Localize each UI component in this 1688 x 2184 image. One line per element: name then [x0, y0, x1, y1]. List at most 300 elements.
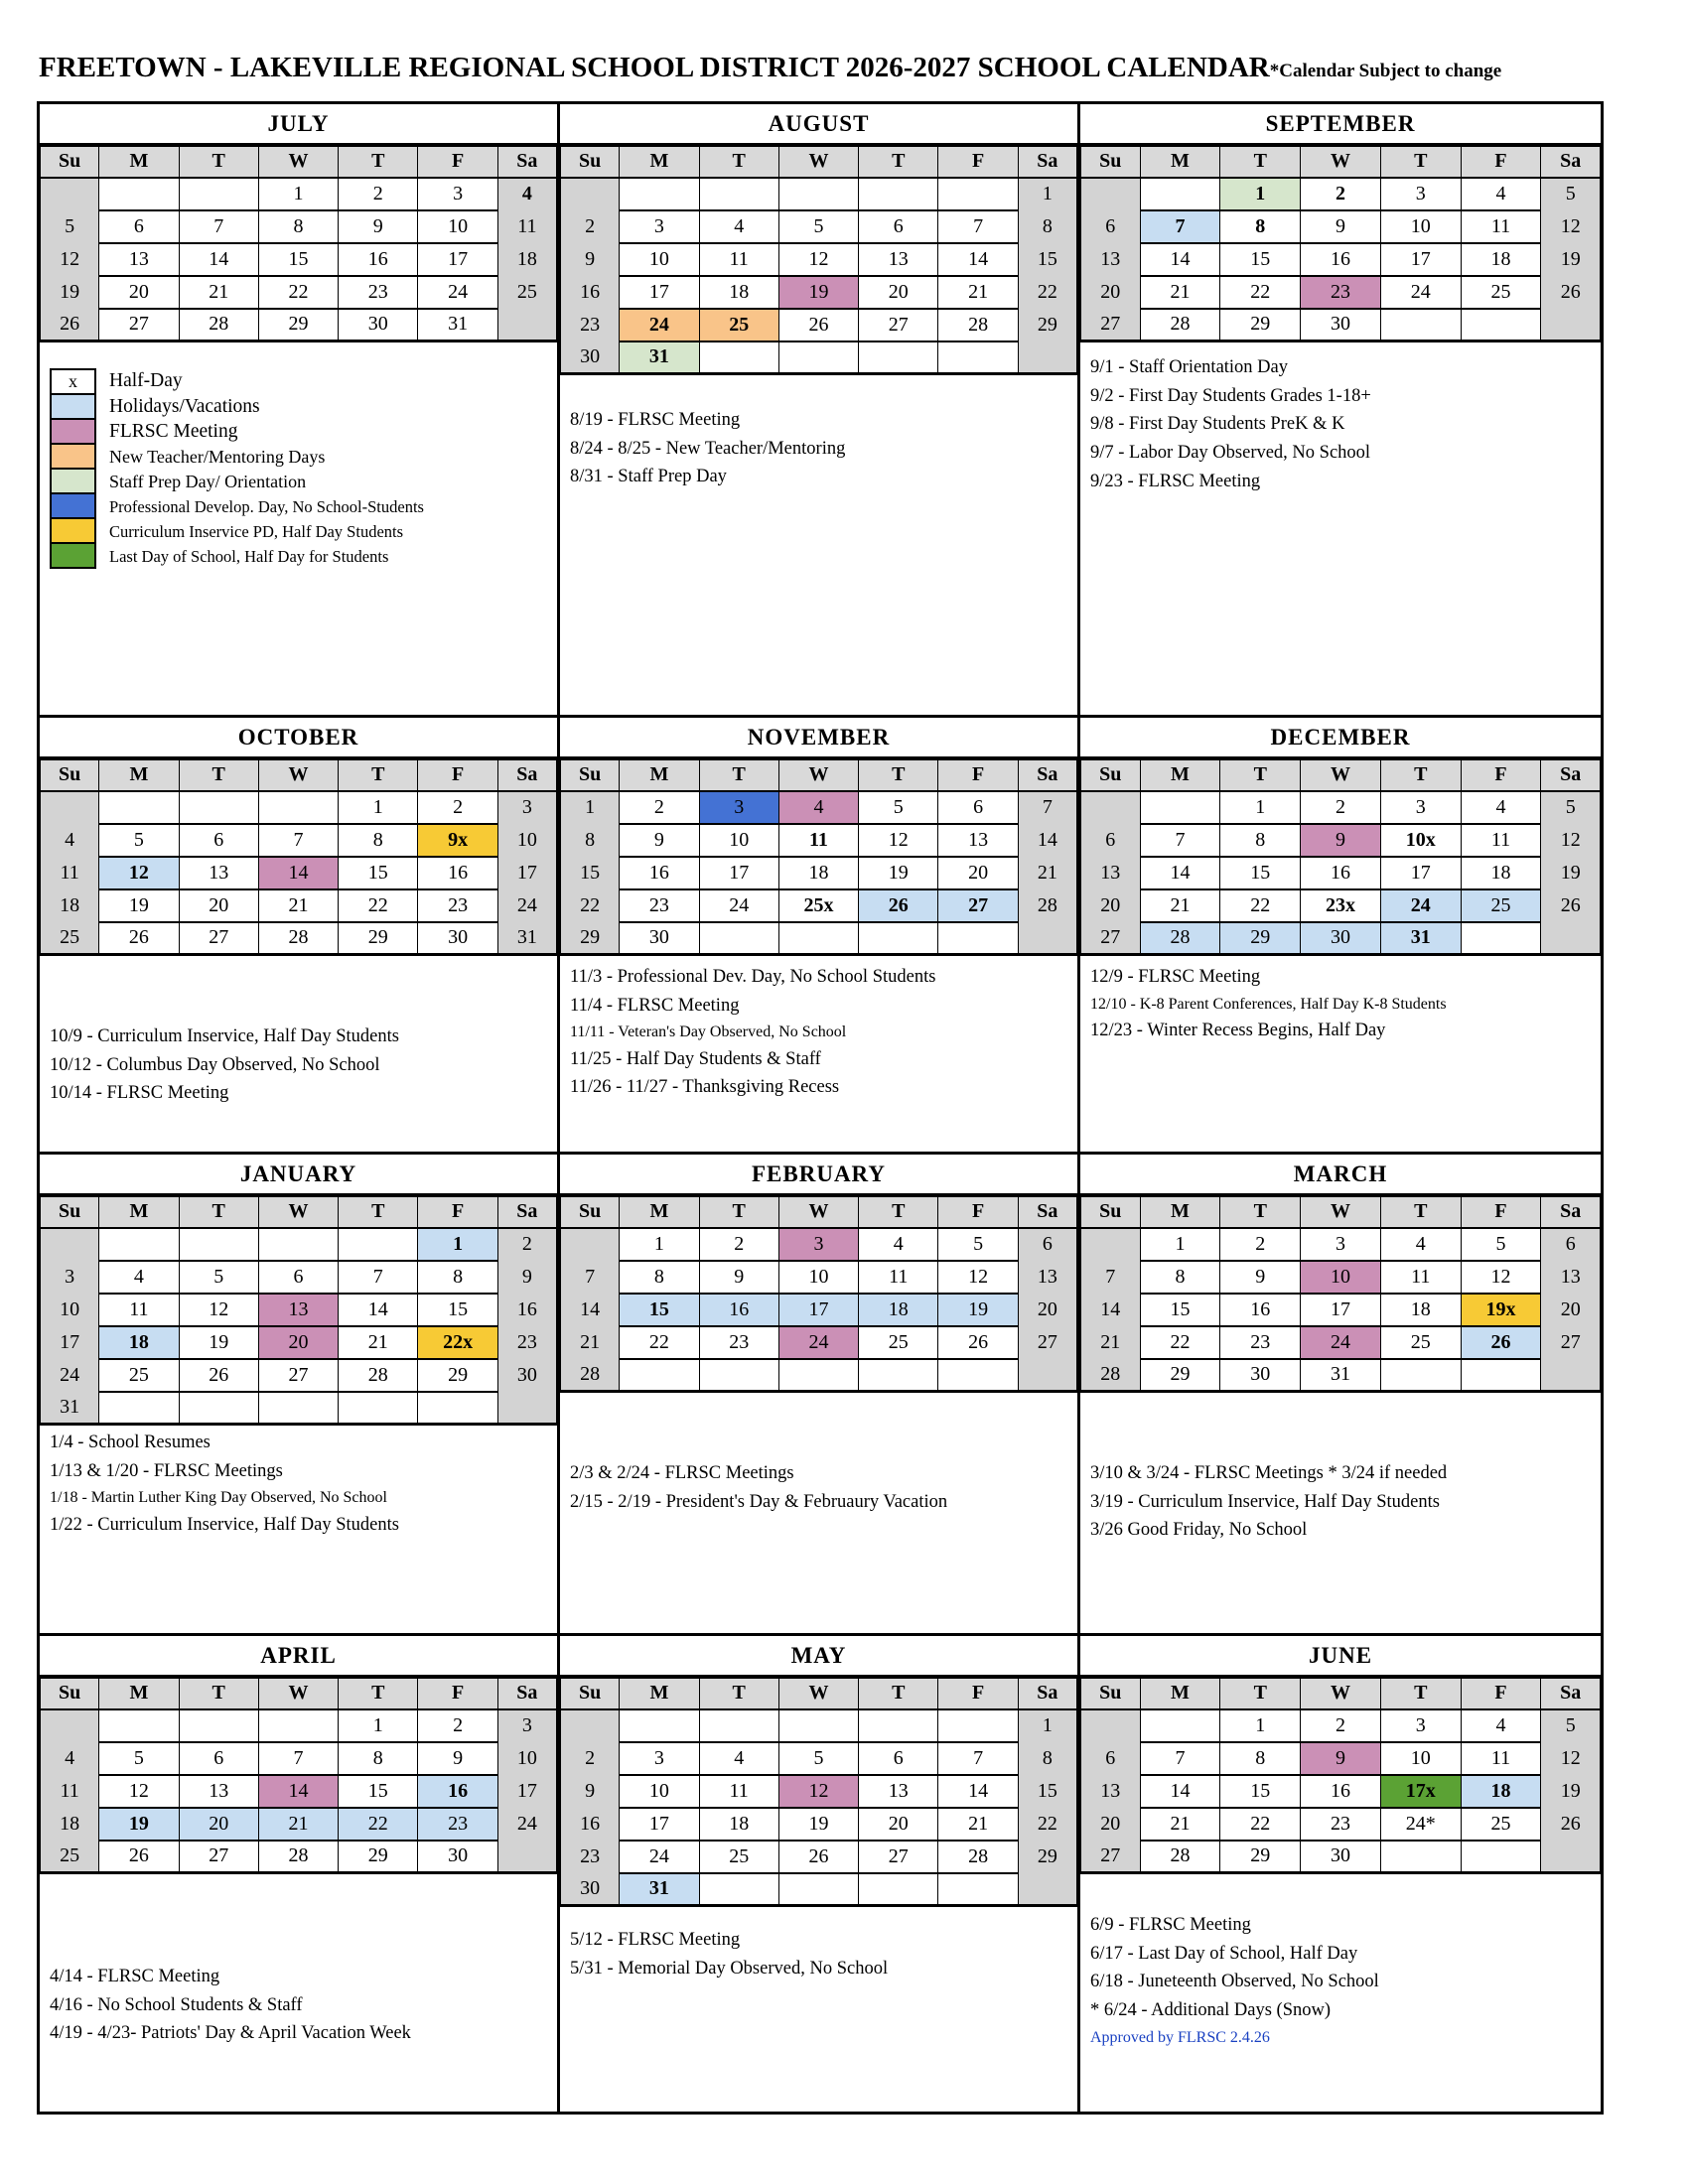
- day-cell: 6: [1081, 824, 1141, 857]
- month-title: MARCH: [1080, 1155, 1601, 1196]
- day-cell: [699, 1359, 778, 1392]
- day-cell: 5: [1541, 178, 1601, 210]
- day-cell: 28: [1140, 922, 1220, 955]
- day-cell: 24: [41, 1359, 99, 1392]
- day-cell: 11: [1461, 824, 1541, 857]
- day-cell: 21: [1140, 1808, 1220, 1841]
- day-cell: 26: [1541, 889, 1601, 922]
- weekday-header: T: [1220, 760, 1301, 791]
- weekday-header: W: [258, 1679, 338, 1709]
- day-cell: 27: [99, 309, 179, 341]
- weekday-header: Sa: [1541, 760, 1601, 791]
- notes-september: [1080, 342, 1601, 715]
- legend-swatch-curriculum: [50, 517, 96, 544]
- day-cell: 16: [1301, 243, 1381, 276]
- weekday-header: Sa: [1018, 1679, 1076, 1709]
- day-cell: 2: [561, 1742, 620, 1775]
- day-cell: 24: [497, 1808, 556, 1841]
- day-cell: [1461, 1359, 1541, 1392]
- day-cell: [620, 178, 699, 210]
- legend-item: [50, 519, 551, 544]
- day-cell: 15: [620, 1294, 699, 1326]
- day-cell: 24: [497, 889, 556, 922]
- day-cell: 22: [1018, 276, 1076, 309]
- day-cell: [179, 1392, 258, 1425]
- day-cell: 19: [778, 1808, 858, 1841]
- day-cell: [258, 791, 338, 824]
- note-line: 11/4 - FLRSC Meeting: [570, 995, 740, 1016]
- day-cell: 7: [1140, 210, 1220, 243]
- weekday-header: Sa: [497, 760, 556, 791]
- day-cell: 1: [339, 1709, 418, 1742]
- day-cell: [1081, 1709, 1141, 1742]
- legend-label: Professional Develop. Day, No School-Students: [109, 496, 424, 516]
- day-cell: 25: [99, 1359, 179, 1392]
- day-cell: 2: [1220, 1228, 1301, 1261]
- day-cell: 10: [497, 1742, 556, 1775]
- day-cell: 12: [1541, 1742, 1601, 1775]
- weekday-header: T: [179, 760, 258, 791]
- day-cell: [699, 1873, 778, 1906]
- day-cell: 17: [41, 1326, 99, 1359]
- day-cell: [497, 309, 556, 341]
- quarter-row-1: [40, 104, 1601, 715]
- weekday-header: Su: [561, 1197, 620, 1228]
- day-cell: 5: [778, 210, 858, 243]
- day-cell: 27: [859, 1841, 938, 1873]
- day-cell: 31: [1301, 1359, 1381, 1392]
- day-cell: 29: [1018, 1841, 1076, 1873]
- day-cell: 17x: [1380, 1775, 1461, 1808]
- day-cell: 26: [938, 1326, 1018, 1359]
- day-cell: 24: [620, 1841, 699, 1873]
- day-cell: 16: [497, 1294, 556, 1326]
- day-cell: 10: [1301, 1261, 1381, 1294]
- month-title: JANUARY: [40, 1155, 557, 1196]
- weekday-header: M: [620, 147, 699, 178]
- month-december: [1080, 718, 1601, 1152]
- weekday-header: F: [1461, 760, 1541, 791]
- day-cell: 27: [938, 889, 1018, 922]
- day-cell: 5: [99, 824, 179, 857]
- day-cell: 13: [1541, 1261, 1601, 1294]
- note-line: Approved by FLRSC 2.4.26: [1090, 2028, 1270, 2046]
- note-line: 6/17 - Last Day of School, Half Day: [1090, 1943, 1358, 1964]
- day-cell: 11: [41, 857, 99, 889]
- day-cell: 15: [339, 857, 418, 889]
- weekday-header: T: [859, 1679, 938, 1709]
- day-cell: 1: [1220, 1709, 1301, 1742]
- day-cell: 16: [561, 276, 620, 309]
- note-line: 9/23 - FLRSC Meeting: [1090, 471, 1261, 491]
- day-cell: 13: [1081, 857, 1141, 889]
- day-cell: [620, 1709, 699, 1742]
- day-cell: [179, 178, 258, 210]
- day-cell: 13: [258, 1294, 338, 1326]
- day-cell: 30: [1301, 922, 1381, 955]
- day-cell: 1: [1140, 1228, 1220, 1261]
- day-cell: [1081, 1228, 1141, 1261]
- day-cell: 26: [99, 922, 179, 955]
- day-cell: [99, 178, 179, 210]
- day-cell: [938, 178, 1018, 210]
- weekday-header: Su: [41, 760, 99, 791]
- day-cell: 20: [859, 1808, 938, 1841]
- day-cell: 19: [99, 1808, 179, 1841]
- day-cell: 25: [1461, 1808, 1541, 1841]
- note-line: 10/12 - Columbus Day Observed, No School: [50, 1054, 380, 1075]
- note-line: 1/13 & 1/20 - FLRSC Meetings: [50, 1460, 283, 1481]
- day-cell: 25: [699, 1841, 778, 1873]
- note-line: 12/9 - FLRSC Meeting: [1090, 967, 1261, 987]
- day-cell: 9: [561, 1775, 620, 1808]
- day-cell: 22: [339, 1808, 418, 1841]
- day-cell: 9: [699, 1261, 778, 1294]
- day-cell: 30: [1301, 309, 1381, 341]
- day-cell: 1: [339, 791, 418, 824]
- day-cell: 28: [1140, 1841, 1220, 1873]
- weekday-header: F: [938, 760, 1018, 791]
- note-line: 5/31 - Memorial Day Observed, No School: [570, 1958, 889, 1979]
- day-cell: 11: [41, 1775, 99, 1808]
- day-cell: 4: [41, 1742, 99, 1775]
- weekday-header: T: [179, 1679, 258, 1709]
- day-cell: 8: [1018, 1742, 1076, 1775]
- day-cell: 4: [1461, 791, 1541, 824]
- day-cell: 1: [620, 1228, 699, 1261]
- district-title: FREETOWN - LAKEVILLE REGIONAL SCHOOL DISTRICT 2026-2027 SCHOOL CALENDAR: [39, 52, 1270, 83]
- day-cell: 28: [1018, 889, 1076, 922]
- day-cell: 29: [561, 922, 620, 955]
- note-line: 3/19 - Curriculum Inservice, Half Day Students: [1090, 1491, 1440, 1512]
- day-cell: 29: [1140, 1359, 1220, 1392]
- day-cell: [41, 1228, 99, 1261]
- weekday-header: Sa: [1541, 1197, 1601, 1228]
- day-cell: 29: [339, 1841, 418, 1873]
- day-cell: 2: [418, 1709, 497, 1742]
- day-cell: 10: [418, 210, 497, 243]
- day-cell: 3: [778, 1228, 858, 1261]
- day-cell: 11: [699, 1775, 778, 1808]
- note-line: 6/9 - FLRSC Meeting: [1090, 1915, 1251, 1935]
- day-cell: 21: [339, 1326, 418, 1359]
- day-cell: 25: [41, 922, 99, 955]
- day-cell: [938, 1709, 1018, 1742]
- day-cell: 3: [497, 791, 556, 824]
- day-cell: 4: [699, 1742, 778, 1775]
- day-cell: 29: [418, 1359, 497, 1392]
- day-cell: 23: [1220, 1326, 1301, 1359]
- day-cell: 15: [1140, 1294, 1220, 1326]
- day-cell: 15: [418, 1294, 497, 1326]
- day-cell: 20: [938, 857, 1018, 889]
- weekday-header: M: [1140, 147, 1220, 178]
- day-cell: 7: [1140, 824, 1220, 857]
- weekday-header: T: [859, 760, 938, 791]
- day-cell: 6: [179, 1742, 258, 1775]
- weekday-header: T: [1380, 760, 1461, 791]
- month-title: JUNE: [1080, 1636, 1601, 1678]
- day-cell: 6: [179, 824, 258, 857]
- day-cell: [1380, 1841, 1461, 1873]
- day-cell: 19: [778, 276, 858, 309]
- day-cell: 24: [699, 889, 778, 922]
- day-cell: 29: [1220, 1841, 1301, 1873]
- note-line: * 6/24 - Additional Days (Snow): [1090, 2000, 1332, 2021]
- note-line: 4/19 - 4/23- Patriots' Day & April Vacation Week: [50, 2023, 411, 2044]
- day-cell: 17: [1380, 243, 1461, 276]
- day-cell: 4: [41, 824, 99, 857]
- day-cell: 22: [1220, 1808, 1301, 1841]
- day-cell: 24: [778, 1326, 858, 1359]
- day-cell: 27: [859, 309, 938, 341]
- day-cell: 13: [99, 243, 179, 276]
- day-cell: [1140, 178, 1220, 210]
- day-cell: 14: [1140, 857, 1220, 889]
- weekday-header: T: [699, 760, 778, 791]
- day-cell: 4: [699, 210, 778, 243]
- weekday-header: T: [339, 760, 418, 791]
- notes-january: [40, 1426, 557, 1633]
- notes-december: [1080, 956, 1601, 1152]
- note-line: 1/22 - Curriculum Inservice, Half Day Students: [50, 1514, 399, 1535]
- weekday-header: M: [620, 1197, 699, 1228]
- day-cell: [41, 178, 99, 210]
- day-cell: 1: [1018, 178, 1076, 210]
- day-cell: [179, 1228, 258, 1261]
- legend-swatch-staff_prep: [50, 468, 96, 494]
- weekday-header: W: [1301, 147, 1381, 178]
- day-cell: 6: [1541, 1228, 1601, 1261]
- weekday-header: Su: [41, 1679, 99, 1709]
- day-cell: 3: [620, 210, 699, 243]
- note-line: 2/15 - 2/19 - President's Day & Februaury Vacation: [570, 1491, 948, 1512]
- day-cell: 15: [1220, 1775, 1301, 1808]
- day-cell: 2: [418, 791, 497, 824]
- weekday-header: W: [258, 1197, 338, 1228]
- day-cell: 18: [1461, 1775, 1541, 1808]
- day-cell: 30: [561, 341, 620, 374]
- day-cell: 20: [179, 889, 258, 922]
- day-cell: 11: [497, 210, 556, 243]
- note-line: 11/11 - Veteran's Day Observed, No School: [570, 1024, 847, 1041]
- day-cell: 12: [99, 1775, 179, 1808]
- weekday-header: F: [1461, 1679, 1541, 1709]
- day-cell: 13: [938, 824, 1018, 857]
- day-cell: 7: [258, 1742, 338, 1775]
- note-line: 9/1 - Staff Orientation Day: [1090, 357, 1289, 377]
- day-cell: 10: [778, 1261, 858, 1294]
- note-line: 1/18 - Martin Luther King Day Observed, No School: [50, 1489, 387, 1507]
- day-cell: [1081, 791, 1141, 824]
- day-cell: 8: [339, 824, 418, 857]
- day-cell: [778, 1359, 858, 1392]
- day-cell: 2: [1301, 1709, 1381, 1742]
- day-cell: 27: [1081, 309, 1141, 341]
- note-line: 5/12 - FLRSC Meeting: [570, 1930, 741, 1950]
- day-cell: [778, 178, 858, 210]
- weekday-header: F: [418, 1679, 497, 1709]
- day-cell: 17: [620, 1808, 699, 1841]
- weekday-header: M: [1140, 760, 1220, 791]
- note-line: 12/10 - K-8 Parent Conferences, Half Day K-8 Students: [1090, 995, 1447, 1013]
- day-cell: 27: [1081, 1841, 1141, 1873]
- day-cell: [258, 1392, 338, 1425]
- note-line: 2/3 & 2/24 - FLRSC Meetings: [570, 1463, 794, 1483]
- day-cell: [339, 1392, 418, 1425]
- month-title: JULY: [40, 104, 557, 146]
- day-cell: 25: [1461, 889, 1541, 922]
- day-cell: 6: [258, 1261, 338, 1294]
- day-cell: 9: [1301, 210, 1381, 243]
- legend-swatch-last_day: [50, 542, 96, 569]
- month-title: DECEMBER: [1080, 718, 1601, 759]
- day-cell: [1461, 309, 1541, 341]
- day-cell: 23: [620, 889, 699, 922]
- weekday-header: Sa: [497, 1679, 556, 1709]
- day-cell: 26: [179, 1359, 258, 1392]
- weekday-header: T: [339, 147, 418, 178]
- legend-item: [50, 420, 551, 445]
- month-may: [560, 1636, 1080, 2112]
- day-cell: [778, 341, 858, 374]
- weekday-header: T: [699, 1197, 778, 1228]
- day-cell: 25: [1380, 1326, 1461, 1359]
- day-cell: 13: [179, 857, 258, 889]
- weekday-header: Sa: [1018, 147, 1076, 178]
- day-cell: 11: [778, 824, 858, 857]
- notes-october: [40, 956, 557, 1152]
- day-cell: 29: [339, 922, 418, 955]
- day-cell: 28: [938, 1841, 1018, 1873]
- notes-february: [560, 1393, 1077, 1633]
- day-cell: 20: [859, 276, 938, 309]
- day-cell: 22: [1220, 889, 1301, 922]
- day-cell: 10x: [1380, 824, 1461, 857]
- day-cell: [41, 791, 99, 824]
- legend-item: [50, 368, 551, 395]
- day-cell: 8: [258, 210, 338, 243]
- quarter-row-2: [40, 715, 1601, 1152]
- day-cell: 17: [1380, 857, 1461, 889]
- day-cell: 11: [99, 1294, 179, 1326]
- weekday-header: Su: [1081, 1679, 1141, 1709]
- day-cell: 6: [99, 210, 179, 243]
- day-cell: [1140, 1709, 1220, 1742]
- month-june: [1080, 1636, 1601, 2112]
- day-cell: 15: [1220, 243, 1301, 276]
- day-cell: 3: [699, 791, 778, 824]
- month-title: MAY: [560, 1636, 1077, 1678]
- day-cell: 2: [1301, 178, 1381, 210]
- day-cell: 6: [938, 791, 1018, 824]
- day-cell: 23: [561, 1841, 620, 1873]
- day-cell: 13: [859, 243, 938, 276]
- day-cell: 2: [339, 178, 418, 210]
- day-cell: 22: [258, 276, 338, 309]
- day-cell: 31: [41, 1392, 99, 1425]
- day-cell: 26: [1541, 276, 1601, 309]
- day-cell: 2: [699, 1228, 778, 1261]
- day-cell: 26: [778, 309, 858, 341]
- day-cell: 17: [778, 1294, 858, 1326]
- weekday-header: T: [179, 147, 258, 178]
- legend-label: Holidays/Vacations: [109, 396, 260, 418]
- day-cell: 24: [1380, 276, 1461, 309]
- legend-swatch-new_teacher: [50, 443, 96, 470]
- weekday-header: Sa: [1541, 147, 1601, 178]
- day-cell: 14: [258, 1775, 338, 1808]
- weekday-header: W: [778, 760, 858, 791]
- day-cell: [1461, 922, 1541, 955]
- day-cell: [99, 1392, 179, 1425]
- day-cell: [258, 1228, 338, 1261]
- day-cell: 8: [339, 1742, 418, 1775]
- day-cell: 7: [258, 824, 338, 857]
- day-cell: [938, 341, 1018, 374]
- day-cell: 1: [1018, 1709, 1076, 1742]
- day-cell: 31: [418, 309, 497, 341]
- day-cell: 26: [778, 1841, 858, 1873]
- weekday-header: F: [938, 147, 1018, 178]
- weekday-header: Sa: [1541, 1679, 1601, 1709]
- day-cell: 6: [859, 210, 938, 243]
- day-cell: 18: [699, 1808, 778, 1841]
- day-cell: 27: [258, 1359, 338, 1392]
- day-cell: 27: [1018, 1326, 1076, 1359]
- day-cell: 27: [179, 922, 258, 955]
- day-cell: [497, 1841, 556, 1873]
- weekday-header: M: [99, 1197, 179, 1228]
- weekday-header: T: [1220, 1197, 1301, 1228]
- weekday-header: W: [778, 147, 858, 178]
- day-cell: 25: [41, 1841, 99, 1873]
- notes-april: [40, 1874, 557, 2112]
- day-cell: 19: [938, 1294, 1018, 1326]
- day-cell: 20: [1081, 276, 1141, 309]
- day-cell: 8: [1220, 210, 1301, 243]
- day-cell: 12: [99, 857, 179, 889]
- day-cell: 18: [859, 1294, 938, 1326]
- day-cell: 7: [938, 1742, 1018, 1775]
- day-cell: 22: [339, 889, 418, 922]
- day-cell: 5: [1541, 791, 1601, 824]
- day-cell: 15: [1018, 243, 1076, 276]
- day-cell: [699, 922, 778, 955]
- weekday-header: T: [1380, 1197, 1461, 1228]
- weekday-header: T: [339, 1197, 418, 1228]
- weekday-header: W: [258, 147, 338, 178]
- day-cell: [99, 1228, 179, 1261]
- day-cell: 9: [620, 824, 699, 857]
- weekday-header: Sa: [497, 147, 556, 178]
- day-cell: 21: [561, 1326, 620, 1359]
- day-cell: 22: [1140, 1326, 1220, 1359]
- day-cell: 3: [497, 1709, 556, 1742]
- day-cell: 4: [1461, 178, 1541, 210]
- day-cell: 12: [778, 1775, 858, 1808]
- weekday-header: M: [1140, 1679, 1220, 1709]
- day-cell: 27: [179, 1841, 258, 1873]
- day-cell: 24: [1301, 1326, 1381, 1359]
- day-cell: 24*: [1380, 1808, 1461, 1841]
- weekday-header: F: [1461, 1197, 1541, 1228]
- day-cell: [938, 922, 1018, 955]
- day-cell: 15: [258, 243, 338, 276]
- day-cell: 25: [497, 276, 556, 309]
- day-cell: [1541, 309, 1601, 341]
- day-cell: [179, 1709, 258, 1742]
